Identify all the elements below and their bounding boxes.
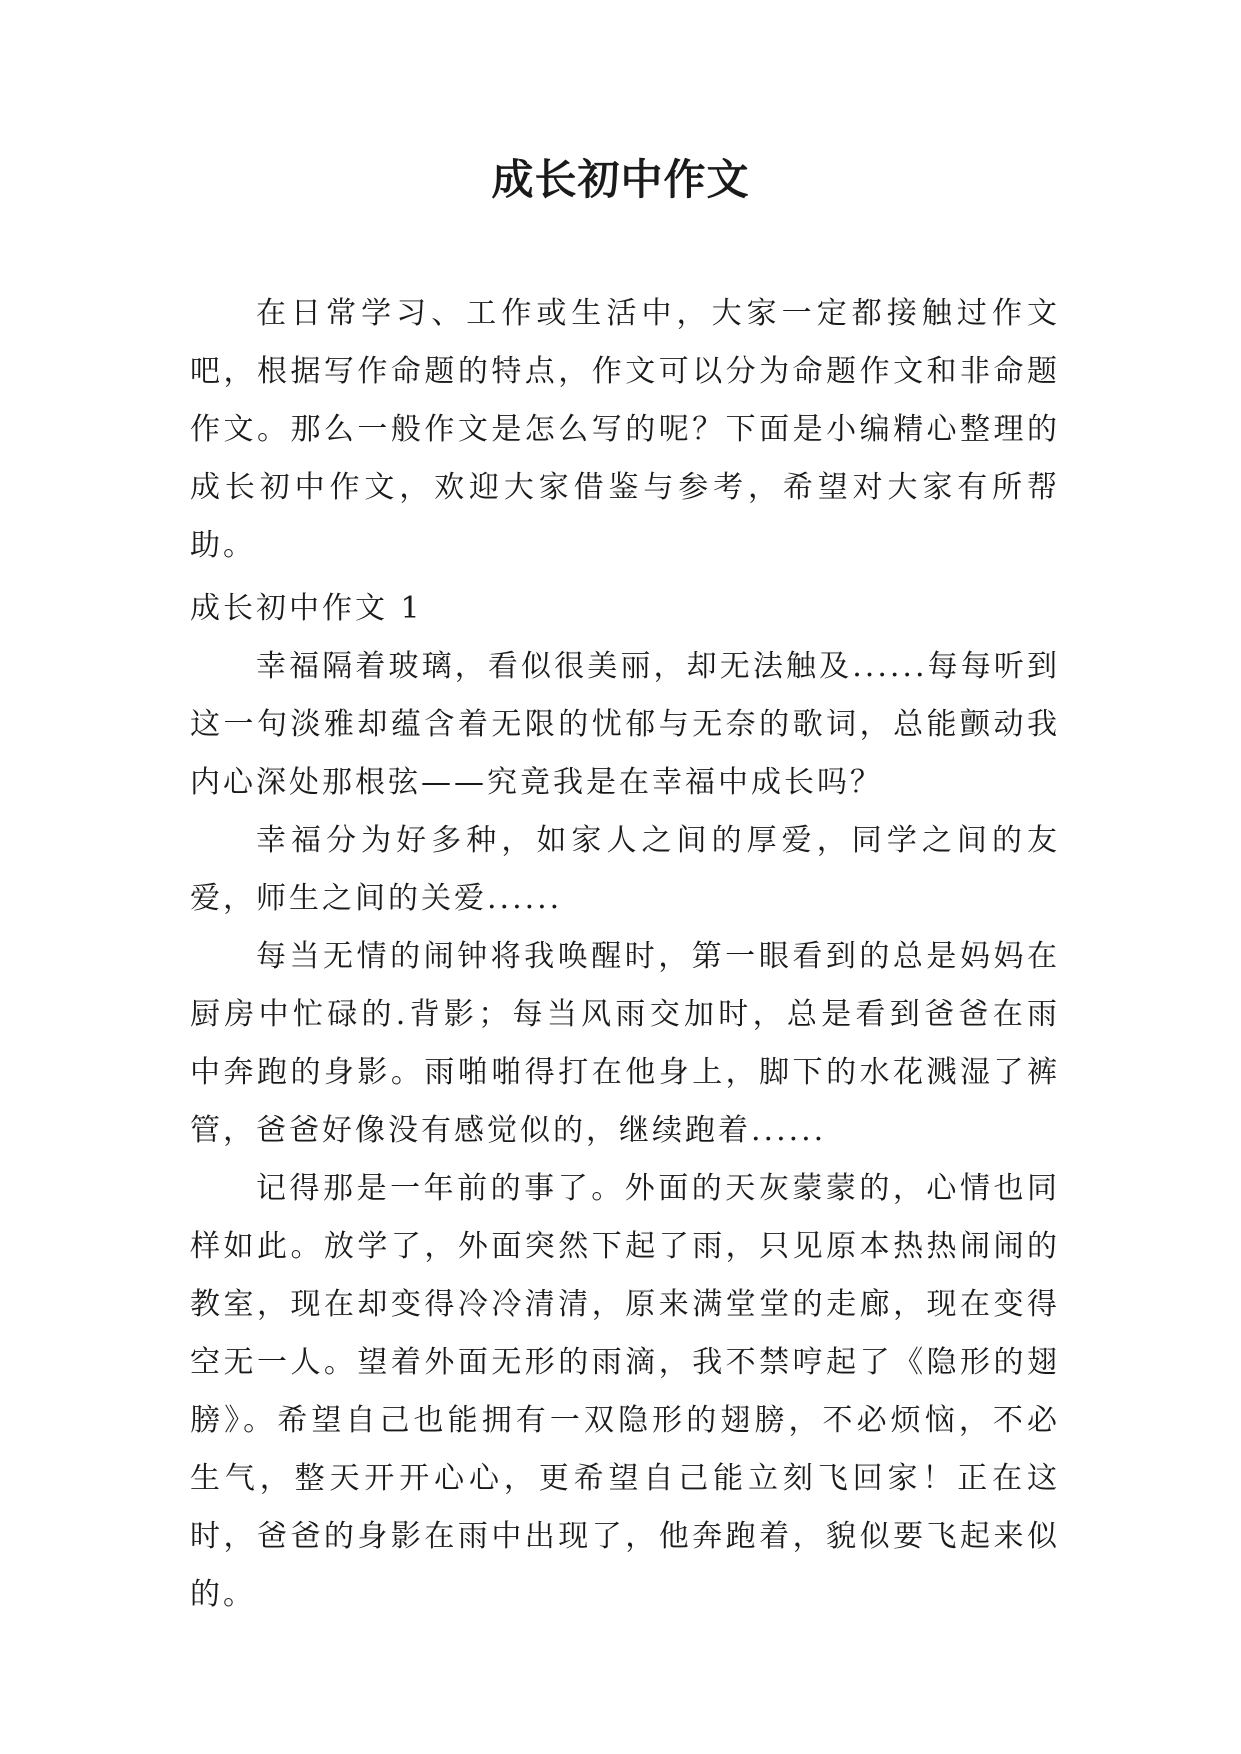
essay-paragraph: 每当无情的闹钟将我唤醒时，第一眼看到的总是妈妈在厨房中忙碌的.背影；每当风雨交加时，总是看到爸爸在雨中奔跑的身影。雨啪啪得打在他身上，脚下的水花溅湿了裤管，爸爸好像没有感觉似的，继续跑着...... bbox=[190, 939, 1060, 1148]
section-heading: 成长初中作文 1 bbox=[190, 591, 423, 626]
essay-section bbox=[190, 580, 1060, 1624]
essay-paragraph: 幸福分为好多种，如家人之间的厚爱，同学之间的友爱，师生之间的关爱...... bbox=[190, 823, 1060, 916]
intro-paragraph: 在日常学习、工作或生活中，大家一定都接触过作文吧，根据写作命题的特点，作文可以分为命题作文和非命题作文。那么一般作文是怎么写的呢？下面是小编精心整理的成长初中作文，欢迎大家借鉴与参考，希望对大家有所帮助。 bbox=[190, 296, 1060, 563]
essay-paragraph: 记得那是一年前的事了。外面的天灰蒙蒙的，心情也同样如此。放学了，外面突然下起了雨，只见原本热热闹闹的教室，现在却变得冷冷清清，原来满堂堂的走廊，现在变得空无一人。望着外面无形的雨滴，我不禁哼起了《隐形的翅膀》。希望自己也能拥有一双隐形的翅膀，不必烦恼，不必生气，整天开开心心，更希望自己能立刻飞回家！正在这时，爸爸的身影在雨中出现了，他奔跑着，貌似要飞起来似的。 bbox=[190, 1171, 1060, 1612]
intro-block bbox=[190, 285, 1060, 575]
document-title: 成长初中作文 bbox=[491, 155, 750, 204]
essay-paragraph: 幸福隔着玻璃，看似很美丽，却无法触及......每每听到这一句淡雅却蕴含着无限的忧郁与无奈的歌词，总能颤动我内心深处那根弦——究竟我是在幸福中成长吗？ bbox=[190, 649, 1060, 800]
